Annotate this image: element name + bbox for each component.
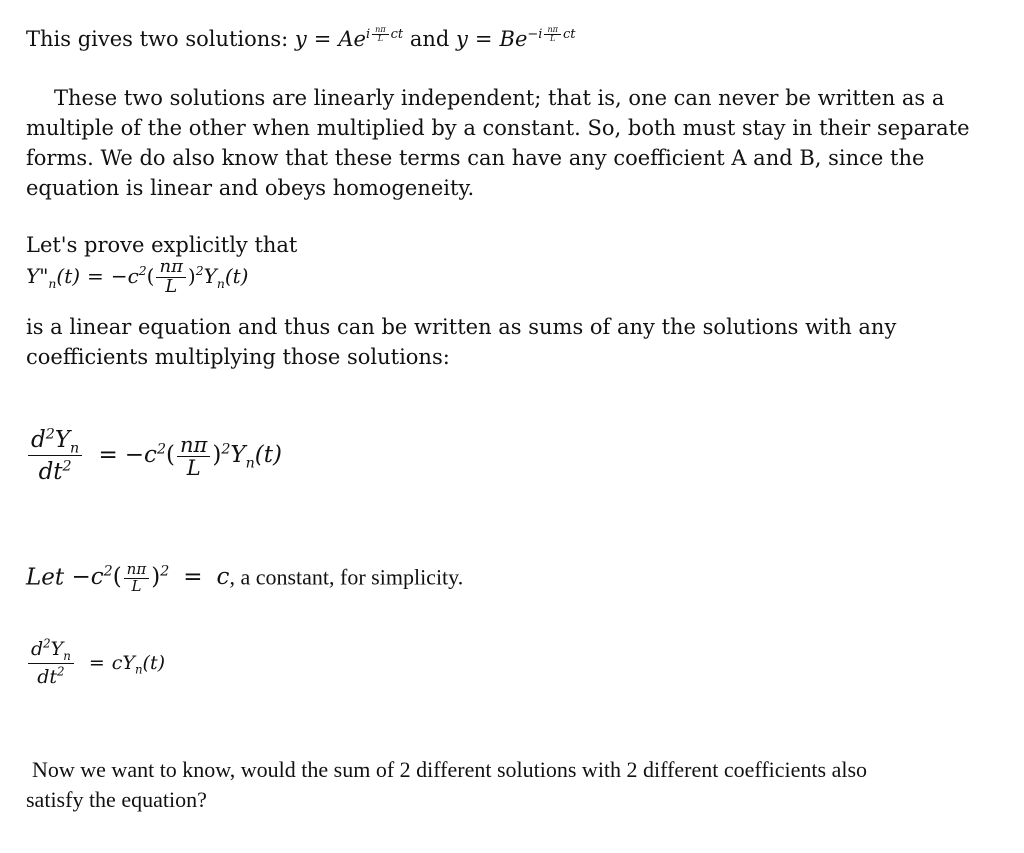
exp-base: e bbox=[353, 27, 366, 51]
var-y: Y bbox=[50, 638, 64, 660]
solution-b-formula bbox=[456, 24, 576, 51]
derivative-denominator bbox=[37, 664, 64, 688]
derivative-denominator bbox=[39, 456, 72, 484]
linear-paragraph bbox=[26, 312, 994, 372]
sub-n: n bbox=[48, 275, 57, 291]
frac-num: nπ bbox=[544, 26, 561, 35]
frac-num: nπ bbox=[372, 26, 389, 35]
paren-close: ) bbox=[187, 263, 196, 288]
rhs-arg: (t) bbox=[142, 651, 165, 674]
exp-fraction bbox=[544, 26, 561, 44]
dt: dt bbox=[38, 459, 63, 486]
solutions-line bbox=[26, 24, 994, 54]
solution-a-formula bbox=[294, 24, 410, 51]
neg-c: −c bbox=[124, 442, 157, 469]
pow-2: 2 bbox=[45, 426, 55, 443]
pow-2: 2 bbox=[62, 458, 72, 475]
coef-a: A bbox=[338, 27, 354, 51]
pow-2: 2 bbox=[221, 441, 231, 458]
equals-sign: = bbox=[98, 442, 118, 469]
frac-num: nπ bbox=[156, 258, 185, 278]
equals-sign: = bbox=[87, 263, 104, 288]
pow-2: 2 bbox=[160, 563, 170, 580]
var-y: y bbox=[456, 27, 468, 51]
let-line bbox=[26, 562, 994, 595]
exp-ct: ct bbox=[562, 27, 576, 42]
var-c: c bbox=[216, 564, 230, 591]
frac-num: nπ bbox=[124, 562, 150, 579]
closing-paragraph bbox=[26, 755, 994, 815]
paren-open: ( bbox=[112, 564, 122, 591]
equals-sign: = bbox=[474, 27, 493, 51]
simplified-ode bbox=[26, 636, 994, 688]
let-description: , a constant, for simplicity. bbox=[229, 564, 464, 590]
paren-close: ) bbox=[212, 442, 222, 469]
derivative-numerator bbox=[28, 636, 74, 664]
solutions-intro: This gives two solutions: bbox=[26, 27, 289, 51]
exp-i: i bbox=[365, 27, 371, 42]
lhs-arg: (t) bbox=[56, 263, 81, 288]
frac-den: L bbox=[165, 275, 178, 297]
second-derivative-fraction bbox=[28, 428, 82, 484]
pow-2: 2 bbox=[57, 664, 65, 679]
n-pi-over-l bbox=[177, 434, 210, 479]
sub-n: n bbox=[245, 455, 255, 472]
var-y: Y bbox=[230, 442, 246, 469]
coef-b: B bbox=[499, 27, 515, 51]
frac-den: L bbox=[377, 34, 384, 43]
equals-sign: = bbox=[183, 564, 203, 591]
ode-equation bbox=[26, 428, 994, 484]
prove-equation bbox=[26, 258, 994, 297]
exp-base: e bbox=[514, 27, 528, 51]
dt: dt bbox=[37, 665, 58, 688]
second-derivative-fraction bbox=[28, 636, 74, 688]
equals-sign: = bbox=[313, 27, 332, 51]
paragraph-line: Now we want to know, would the sum of 2 different solutions with 2 different coefficients also bbox=[32, 757, 868, 782]
paren-open: ( bbox=[166, 442, 175, 469]
d: d bbox=[31, 427, 46, 453]
paren-open: ( bbox=[146, 263, 155, 288]
pow-2: 2 bbox=[43, 636, 51, 651]
neg-c: −c bbox=[110, 263, 139, 288]
var-y: y bbox=[294, 27, 307, 51]
pow-2: 2 bbox=[156, 441, 167, 458]
pow-2: 2 bbox=[138, 263, 147, 279]
frac-den: L bbox=[550, 34, 556, 43]
prove-intro: Let's prove explicitly that bbox=[26, 233, 298, 257]
frac-den: L bbox=[186, 455, 201, 480]
sub-n: n bbox=[134, 662, 143, 677]
paren-close: ) bbox=[151, 564, 161, 591]
exp-fraction bbox=[372, 26, 389, 44]
paragraph-line: multiple of the other when multiplied by a constant. So, both must stay in their separate bbox=[26, 116, 970, 140]
pow-2: 2 bbox=[103, 563, 113, 580]
paragraph-line: satisfy the equation? bbox=[26, 787, 207, 812]
exp-neg-i: −i bbox=[527, 27, 543, 42]
var-y: Y bbox=[203, 263, 217, 288]
rhs-arg: (t) bbox=[224, 263, 249, 288]
lhs-y-double-prime: Y" bbox=[26, 263, 49, 288]
pow-2: 2 bbox=[195, 263, 204, 279]
paragraph-line: forms. We do also know that these terms can have any coefficient A and B, since the bbox=[26, 146, 925, 170]
and-word: and bbox=[409, 27, 450, 51]
exp-ct: ct bbox=[390, 27, 404, 42]
n-pi-over-l bbox=[124, 562, 150, 595]
frac-num: nπ bbox=[177, 434, 210, 457]
derivative-numerator bbox=[28, 428, 82, 456]
paragraph-line: coefficients multiplying those solutions: bbox=[26, 345, 450, 369]
n-pi-over-l bbox=[156, 258, 185, 297]
sub-n: n bbox=[70, 440, 80, 457]
paragraph-line: These two solutions are linearly independent; that is, one can never be written as a bbox=[54, 86, 945, 110]
paragraph-line: is a linear equation and thus can be written as sums of any the solutions with any bbox=[26, 315, 897, 339]
rhs-arg: (t) bbox=[254, 442, 282, 469]
d: d bbox=[31, 638, 44, 660]
equals-sign: = bbox=[88, 651, 105, 674]
var-y: Y bbox=[54, 427, 70, 453]
sub-n: n bbox=[63, 648, 71, 663]
sub-n: n bbox=[216, 275, 225, 291]
frac-den: L bbox=[131, 576, 142, 595]
let-expression bbox=[71, 560, 230, 595]
c-y: cY bbox=[111, 651, 135, 674]
independence-paragraph bbox=[26, 83, 994, 203]
neg-c: −c bbox=[71, 564, 104, 591]
paragraph-line: equation is linear and obeys homogeneity. bbox=[26, 176, 475, 200]
let-word: Let bbox=[26, 564, 65, 591]
